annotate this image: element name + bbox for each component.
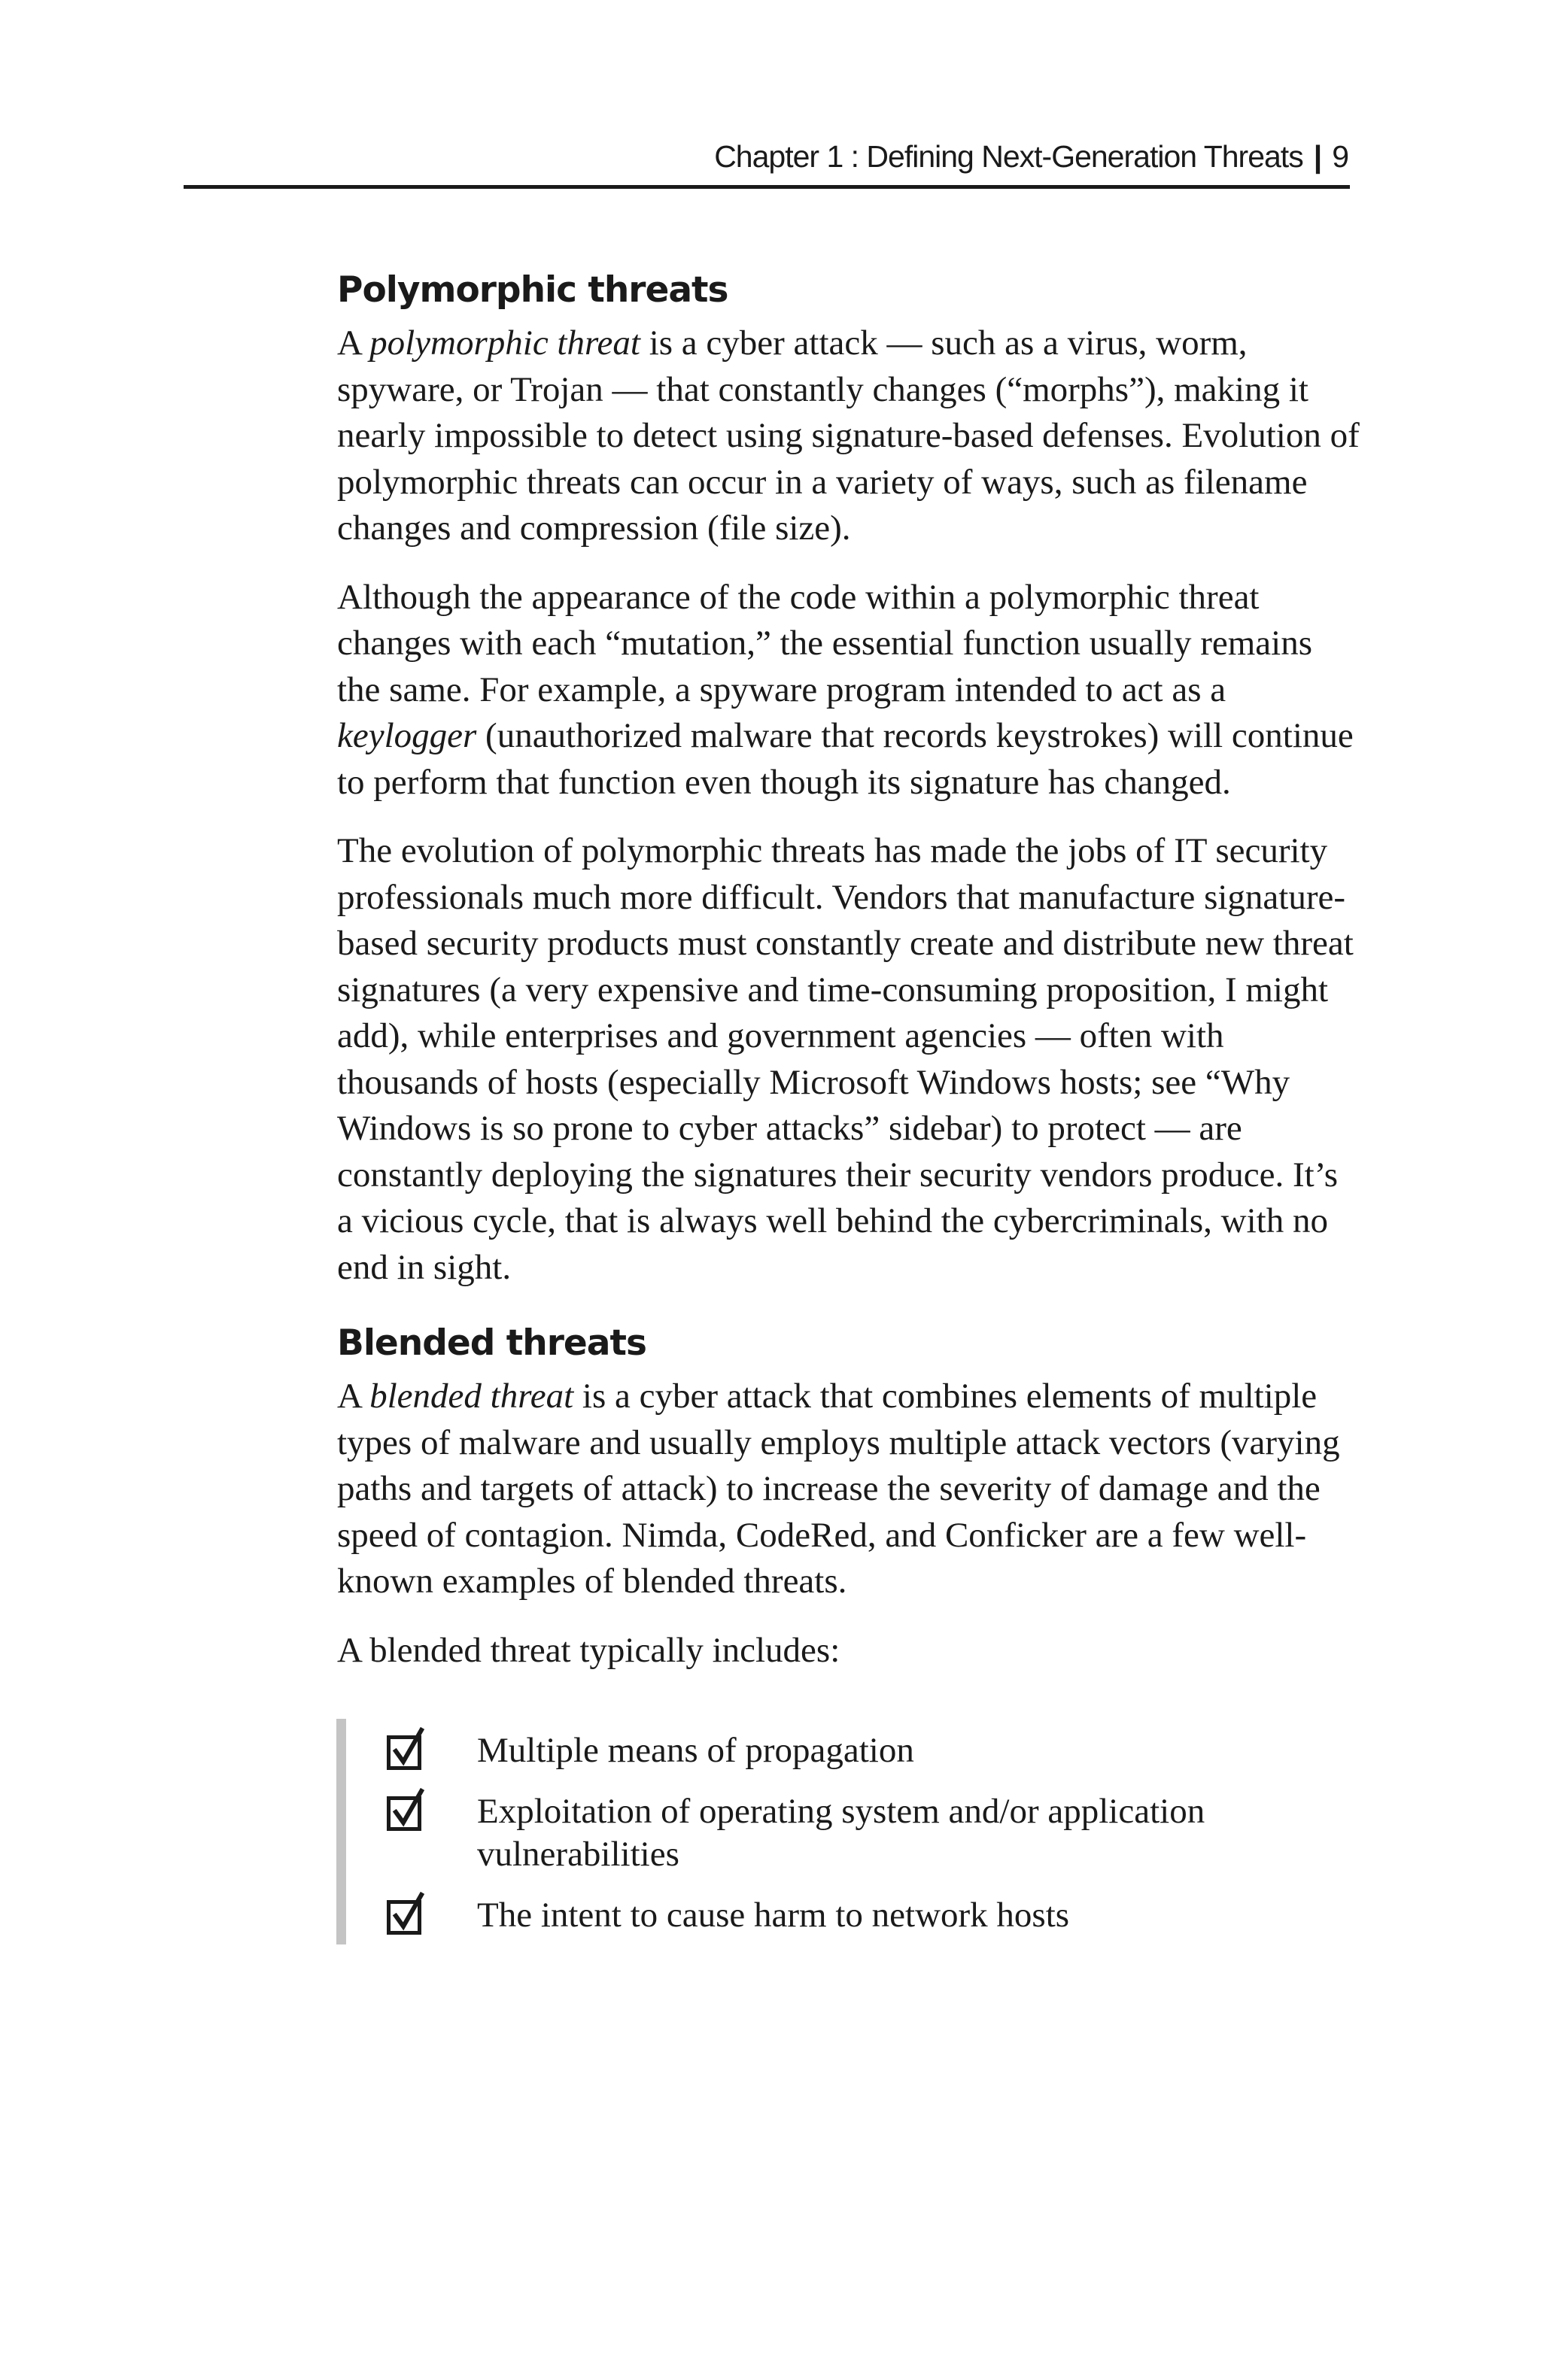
section-heading-blended: Blended threats (337, 1322, 646, 1364)
term-polymorphic-threat: polymorphic threat (369, 323, 640, 363)
checklist-item (337, 1729, 1360, 1772)
page-body (337, 268, 1360, 1944)
checkbox-checked-icon (387, 1735, 421, 1770)
paragraph-blended-definition (337, 1374, 1360, 1605)
text-run: A (337, 1377, 370, 1416)
checkbox-checked-icon (387, 1900, 421, 1935)
checklist-item-text: Multiple means of propagation (477, 1731, 914, 1770)
term-keylogger: keylogger (337, 716, 477, 755)
paragraph-blended-includes: A blended threat typically includes: (337, 1630, 840, 1670)
text-run: is a cyber attack that combines elements of multiple types of malware and usually employs multiple attack vectors (varying paths and targets of attack) to increase the severity of damage and the speed of contagion. Nimda, CodeRed, and Conficker are a few well-known examples of blended threats. (337, 1377, 1340, 1601)
running-head (714, 134, 1348, 179)
term-blended-threat: blended threat (369, 1377, 574, 1416)
checklist-item-text: The intent to cause harm to network hosts (477, 1896, 1070, 1935)
paragraph-evolution: The evolution of polymorphic threats has made the jobs of IT security professionals much more difficult. Vendors that manufacture signature-based security products must constantly create and distribute new threat signatures (a very expensive and time-consuming proposition, I might add), while enterprises and government agencies — often with thousands of hosts (especially Microsoft Windows hosts; see “Why Windows is so prone to cyber attacks” sidebar) to protect — are constantly deploying the signatures their security vendors produce. It’s a vicious cycle, that is always well behind the cybercriminals, with no end in sight. (337, 831, 1354, 1287)
text-run: (unauthorized malware that records keystrokes) will continue to perform that function even though its signature has changed. (337, 716, 1354, 802)
text-run: is a cyber attack — such as a virus, worm, spyware, or Trojan — that constantly changes (“morphs”), making it nearly impossible to detect using signature-based defenses. Evolution of polymorphic threats can occur in a variety of ways, such as filename changes and compression (file size). (337, 323, 1360, 548)
text-run: Although the appearance of the code within a polymorphic threat changes with each “mutation,” the essential function usually remains the same. For example, a spyware program intended to act as a (337, 577, 1313, 709)
header-separator: | (1313, 139, 1322, 174)
checklist (337, 1723, 1360, 1944)
text-run: A (337, 323, 370, 363)
page-number: 9 (1332, 139, 1348, 174)
checkbox-checked-icon (387, 1796, 421, 1831)
header-rule (184, 185, 1350, 189)
checklist-item (337, 1894, 1360, 1937)
checklist-item-text: Exploitation of operating system and/or application vulnerabilities (477, 1792, 1205, 1874)
section-heading-polymorphic: Polymorphic threats (337, 269, 728, 311)
paragraph-mutation (337, 575, 1360, 806)
paragraph-polymorphic-definition (337, 320, 1360, 552)
chapter-title: Chapter 1 : Defining Next-Generation Threats (714, 139, 1303, 174)
checklist-item (337, 1790, 1360, 1876)
